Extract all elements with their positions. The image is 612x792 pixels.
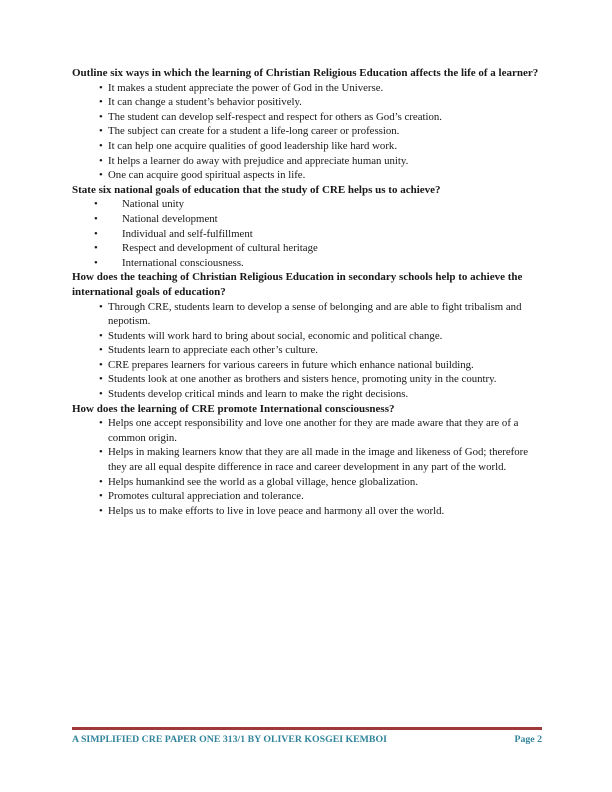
bullet-list: [72, 416, 542, 518]
footer-divider: [72, 727, 542, 730]
list-item: • It can help one acquire qualities of good leadership like hard work.: [99, 139, 542, 154]
list-item: • National development: [94, 212, 542, 227]
list-item: • Respect and development of cultural heritage: [94, 241, 542, 256]
bullet-list: [72, 197, 542, 270]
list-item: • Helps one accept responsibility and love one another for they are made aware that they are of a common origin.: [99, 416, 542, 445]
list-item: • Helps us to make efforts to live in love peace and harmony all over the world.: [99, 504, 542, 519]
bullet-list: [72, 300, 542, 402]
list-item: • Through CRE, students learn to develop a sense of belonging and are able to fight tribalism and nepotism.: [99, 300, 542, 329]
section-teaching-international-goals: [72, 270, 542, 401]
section-heading: How does the learning of CRE promote International consciousness?: [72, 402, 395, 415]
section-heading: Outline six ways in which the learning of Christian Religious Education affects the life of a learner?: [72, 67, 539, 79]
list-item: • Students look at one another as brothers and sisters hence, promoting unity in the country.: [99, 372, 542, 387]
list-item: • Promotes cultural appreciation and tolerance.: [99, 489, 542, 504]
list-item: • Helps humankind see the world as a global village, hence globalization.: [99, 475, 542, 490]
footer-row: [72, 733, 542, 746]
list-item: • It helps a learner do away with prejudice and appreciate human unity.: [99, 154, 542, 169]
list-item: • It makes a student appreciate the power of God in the Universe.: [99, 81, 542, 96]
section-heading: How does the teaching of Christian Religious Education in secondary schools help to achieve the international goals of education?: [72, 271, 523, 298]
list-item: • Students will work hard to bring about social, economic and political change.: [99, 329, 542, 344]
list-item: • The subject can create for a student a life-long career or profession.: [99, 124, 542, 139]
list-item: • The student can develop self-respect and respect for others as God’s creation.: [99, 110, 542, 125]
list-item: • Students learn to appreciate each other’s culture.: [99, 343, 542, 358]
page-number: Page 2: [514, 733, 542, 745]
section-national-goals: [72, 183, 542, 271]
list-item: • Individual and self-fulfillment: [94, 227, 542, 242]
footer-title: A SIMPLIFIED CRE PAPER ONE 313/1 BY OLIVER KOSGEI KEMBOI: [72, 733, 387, 745]
section-heading: State six national goals of education that the study of CRE helps us to achieve?: [72, 183, 441, 196]
list-item: • International consciousness.: [94, 256, 542, 271]
section-outline-six-ways: [72, 66, 542, 183]
list-item: • One can acquire good spiritual aspects in life.: [99, 168, 542, 183]
page-footer: [72, 727, 542, 746]
list-item: • CRE prepares learners for various careers in future which enhance national building.: [99, 358, 542, 373]
section-international-consciousness: [72, 402, 542, 519]
document-content: [72, 66, 542, 518]
list-item: • It can change a student’s behavior positively.: [99, 95, 542, 110]
list-item: • Students develop critical minds and learn to make the right decisions.: [99, 387, 542, 402]
list-item: • National unity: [94, 197, 542, 212]
list-item: • Helps in making learners know that they are all made in the image and likeness of God; therefore they are all equal despite difference in race and career development in any part of the world.: [99, 445, 542, 474]
bullet-list: [72, 81, 542, 183]
